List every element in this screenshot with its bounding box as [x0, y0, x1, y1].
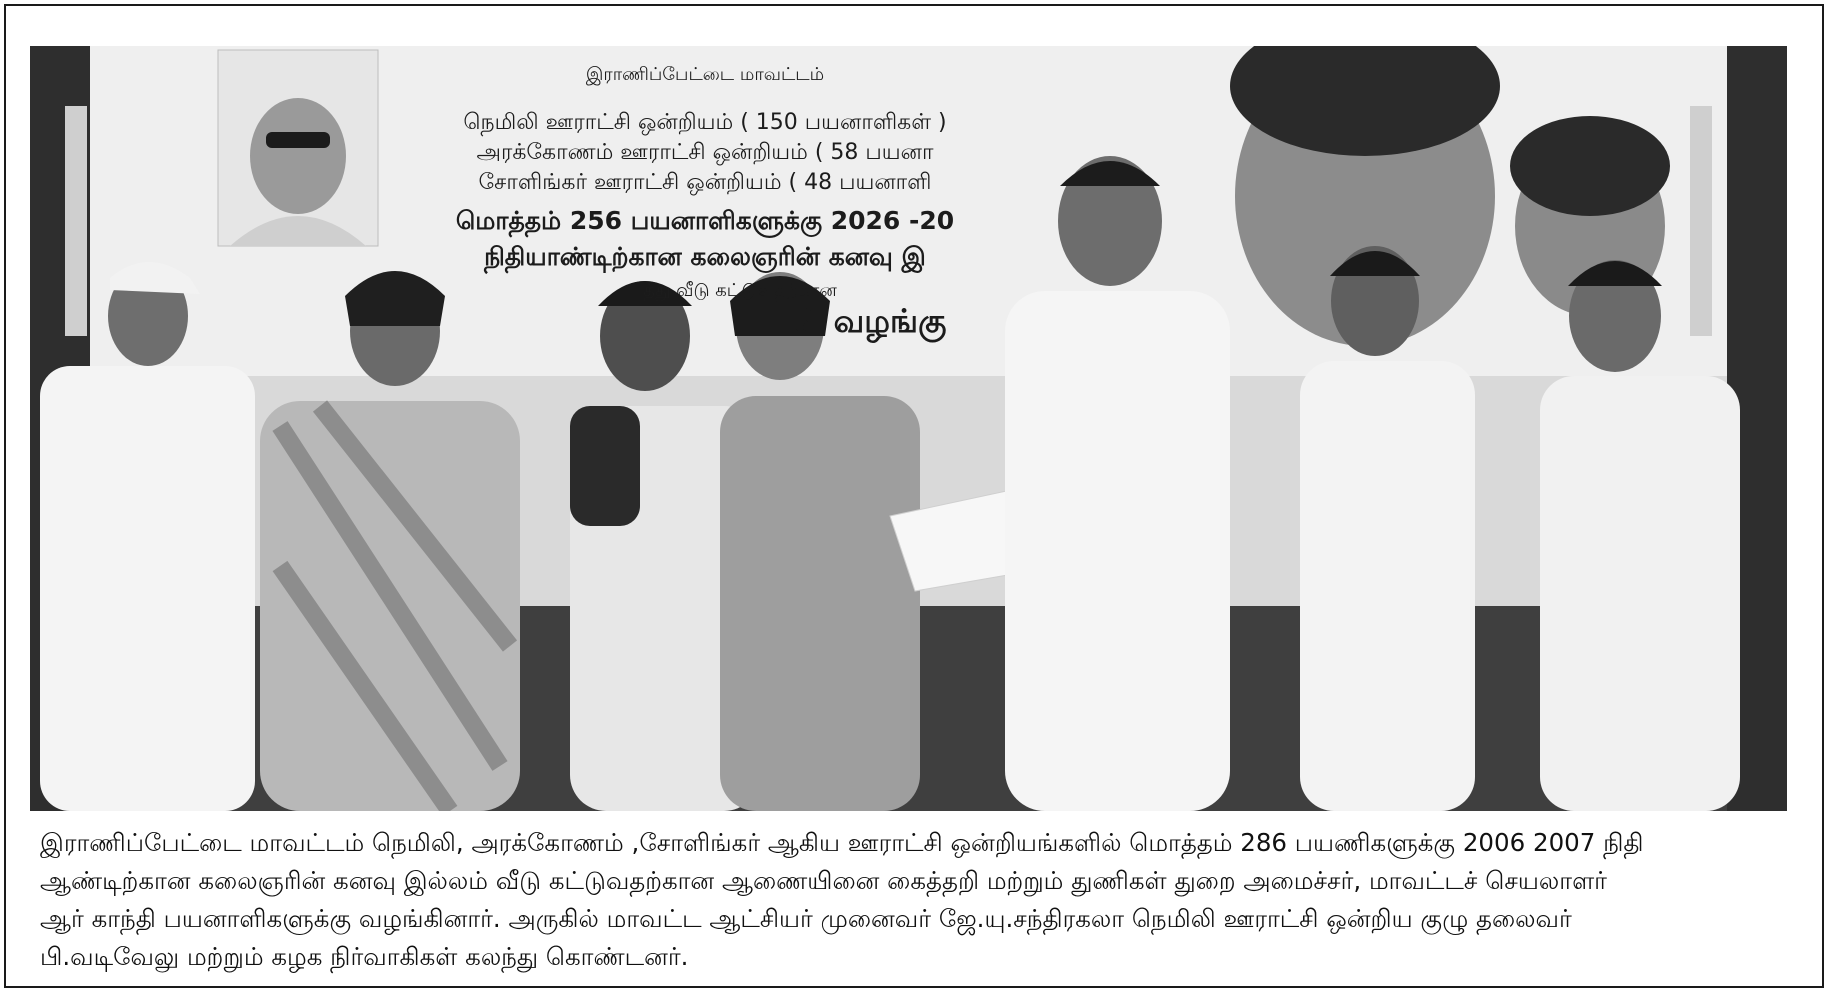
banner-line-3: சோளிங்கர் ஊராட்சி ஒன்றியம் ( 48 பயனாளி	[478, 170, 932, 195]
banner-line-7: ள் வழங்கு	[793, 302, 947, 340]
news-photo	[30, 46, 1787, 811]
caption-line-3: ஆர் காந்தி பயனாளிகளுக்கு வழங்கினார். அருகில் மாவட்ட ஆட்சியர் முனைவர் ஜே.யு.சந்திரகலா நெமிலி ஊராட்சி ஒன்றிய குழு தலைவர்	[40, 904, 1572, 933]
banner-line-2: அரக்கோணம் ஊராட்சி ஒன்றியம் ( 58 பயனா	[476, 140, 934, 165]
banner-line-5: நிதியாண்டிற்கான கலைஞரின் கனவு இ	[484, 242, 926, 271]
photo-caption	[40, 824, 1800, 976]
banner-line-6: த்து வீடு கட்டுவதற்கான	[643, 280, 837, 301]
caption-line-2: ஆண்டிற்கான கலைஞரின் கனவு இல்லம் வீடு கட்டுவதற்கான ஆணையினை கைத்தறி மற்றும் துணிகள் துறை அமைச்சர், மாவட்டச் செயலாளர்	[40, 866, 1607, 895]
news-clipping-frame	[4, 4, 1824, 988]
banner-line-1: நெமிலி ஊராட்சி ஒன்றியம் ( 150 பயனாளிகள் )	[463, 110, 947, 135]
banner-line-4: மொத்தம் 256 பயனாளிகளுக்கு 2026 -20	[455, 206, 955, 235]
banner-district: இராணிப்பேட்டை மாவட்டம்	[585, 64, 825, 85]
caption-line-4: பி.வடிவேலு மற்றும் கழக நிர்வாகிகள் கலந்து கொண்டனர்.	[40, 942, 689, 971]
caption-line-1: இராணிப்பேட்டை மாவட்டம் நெமிலி, அரக்கோணம் ,சோளிங்கர் ஆகிய ஊராட்சி ஒன்றியங்களில் மொத்தம் 286 பயணிகளுக்கு 2006 2007 நிதி	[40, 828, 1644, 857]
